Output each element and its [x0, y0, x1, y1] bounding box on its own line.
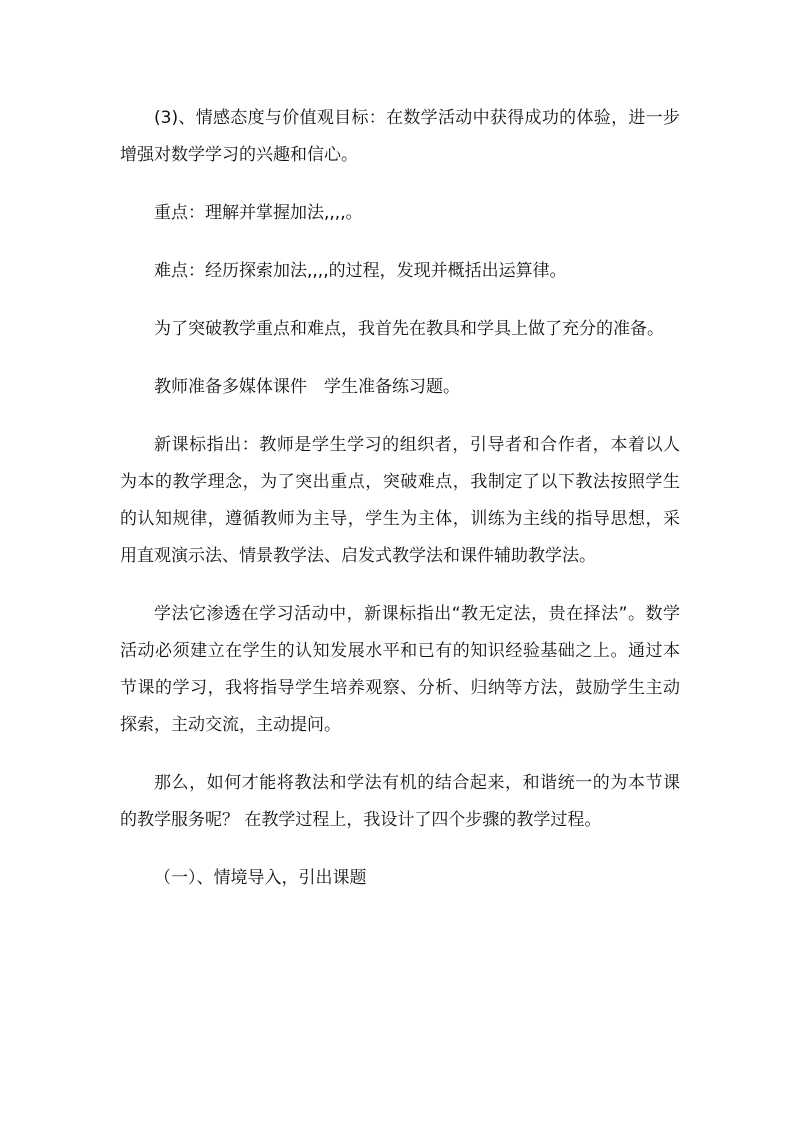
- paragraph-preparation: 为了突破教学重点和难点，我首先在教具和学具上做了充分的准备。: [154, 319, 664, 339]
- paragraph-teaching-method: 新课标指出：教师是学生学习的组织者，引导者和合作者，本着以人为本的教学理念，为了突出重点，突破难点，我制定了以下教法按照学生的认知规律，遵循教师为主导，学生为主体，训练为主线的指导思想，采用直观演示法、情景教学法、启发式教学法和课件辅助教学法。: [120, 435, 680, 566]
- paragraph-emotional-goal: (3)、情感态度与价值观目标：在数学活动中获得成功的体验，进一步增强对数学学习的兴趣和信心。: [120, 108, 680, 165]
- paragraph-learning-method: 学法它渗透在学习活动中，新课标指出“教无定法，贵在择法”。数学活动必须建立在学生的认知发展水平和已有的知识经验基础之上。通过本节课的学习，我将指导学生培养观察、分析、归纳等方法，鼓励学生主动探索，主动交流，主动提问。: [120, 604, 680, 735]
- document-body: [120, 100, 680, 897]
- paragraph-materials: 教师准备多媒体课件 学生准备练习题。: [154, 377, 460, 397]
- paragraph-process-intro: 那么，如何才能将教法和学法有机的结合起来，和谐统一的为本节课的教学服务呢？ 在教学过程上，我设计了四个步骤的教学过程。: [120, 773, 680, 830]
- section-heading-introduction: （一）、情境导入，引出课题: [154, 868, 367, 888]
- paragraph-key-point: 重点：理解并掌握加法,,,,。: [154, 203, 363, 223]
- paragraph-difficulty: 难点：经历探索加法,,,,的过程，发现并概括出运算律。: [154, 261, 567, 281]
